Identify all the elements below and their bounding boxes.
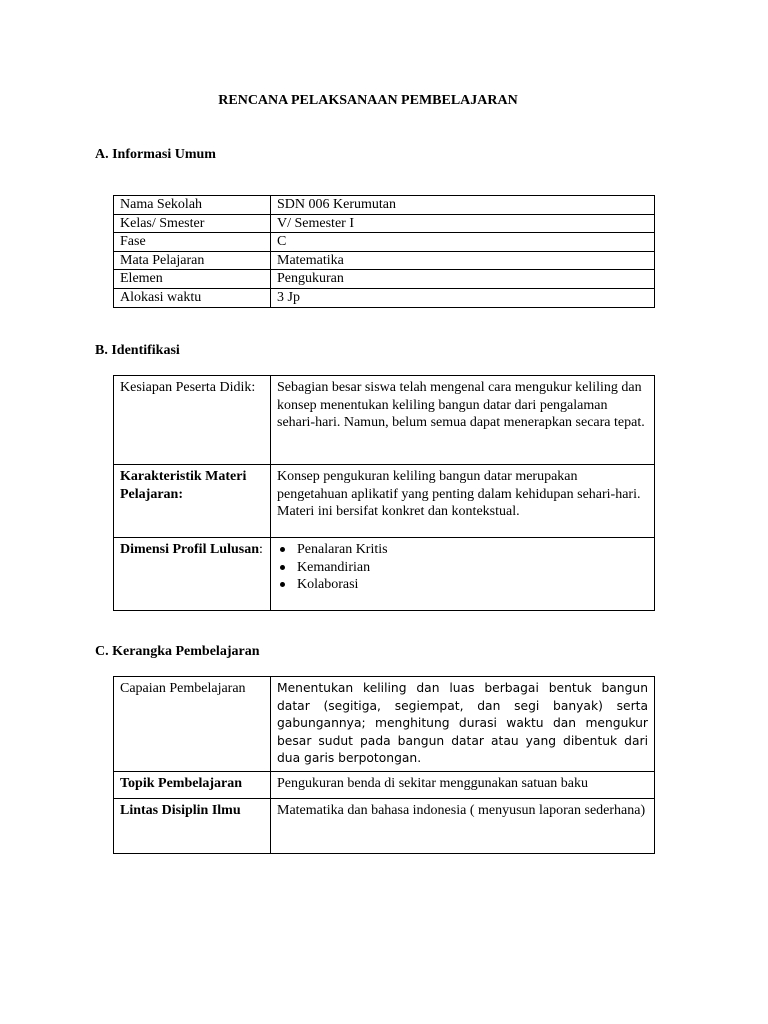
capaian-label: Capaian Pembelajaran <box>114 677 271 772</box>
table-row <box>114 233 655 252</box>
capaian-value: Menentukan keliling dan luas berbagai bentuk bangun datar (segitiga, segiempat, dan segi banyak) serta gabungannya; menghitung durasi waktu dan mengukur besar sudut pada bangun datar atau yang dibentuk dari dua garis berpotongan. <box>271 677 655 772</box>
row-value: C <box>271 233 655 252</box>
row-value: SDN 006 Kerumutan <box>271 196 655 215</box>
kerangka-table <box>113 676 655 854</box>
karakteristik-value: Konsep pengukuran keliling bangun datar merupakan pengetahuan aplikatif yang penting dalam kehidupan sehari-hari. Materi ini bersifat konkret dan kontekstual. <box>271 465 655 538</box>
list-item: Penalaran Kritis <box>277 541 648 559</box>
informasi-umum-table <box>113 195 655 308</box>
table-row <box>114 214 655 233</box>
row-label: Mata Pelajaran <box>114 251 271 270</box>
row-label: Elemen <box>114 270 271 289</box>
list-item: Kemandirian <box>277 559 648 577</box>
dimensi-label <box>114 538 271 611</box>
row-label: Nama Sekolah <box>114 196 271 215</box>
lintas-value: Matematika dan bahasa indonesia ( menyusun laporan sederhana) <box>271 798 655 853</box>
table-row <box>114 196 655 215</box>
table-row <box>114 538 655 611</box>
dimensi-label-bold: Dimensi Profil Lulusan <box>120 542 259 557</box>
document-title: RENCANA PELAKSANAAN PEMBELAJARAN <box>218 93 518 108</box>
row-label: Kelas/ Smester <box>114 214 271 233</box>
topik-value: Pengukuran benda di sekitar menggunakan satuan baku <box>271 771 655 798</box>
row-label: Alokasi waktu <box>114 288 271 307</box>
row-label: Fase <box>114 233 271 252</box>
table-row <box>114 465 655 538</box>
topik-label: Topik Pembelajaran <box>114 771 271 798</box>
lintas-label: Lintas Disiplin Ilmu <box>114 798 271 853</box>
table-row <box>114 270 655 289</box>
row-value: Pengukuran <box>271 270 655 289</box>
dimensi-label-colon: : <box>259 542 263 557</box>
dimensi-list <box>277 541 648 594</box>
dimensi-value <box>271 538 655 611</box>
table-row <box>114 288 655 307</box>
table-row <box>114 771 655 798</box>
row-value: 3 Jp <box>271 288 655 307</box>
list-item: Kolaborasi <box>277 576 648 594</box>
table-row <box>114 251 655 270</box>
table-row <box>114 677 655 772</box>
identifikasi-table <box>113 375 655 611</box>
kesiapan-value: Sebagian besar siswa telah mengenal cara mengukur keliling dan konsep menentukan keliling bangun datar dari pengalaman sehari-hari. Namun, belum semua dapat menerapkan secara tepat. <box>271 376 655 465</box>
section-b-heading: B. Identifikasi <box>95 343 180 358</box>
kesiapan-label: Kesiapan Peserta Didik: <box>114 376 271 465</box>
table-row <box>114 376 655 465</box>
section-c-heading: C. Kerangka Pembelajaran <box>95 644 260 659</box>
section-a-heading: A. Informasi Umum <box>95 147 216 162</box>
row-value: Matematika <box>271 251 655 270</box>
table-row <box>114 798 655 853</box>
row-value: V/ Semester I <box>271 214 655 233</box>
karakteristik-label: Karakteristik Materi Pelajaran: <box>114 465 271 538</box>
